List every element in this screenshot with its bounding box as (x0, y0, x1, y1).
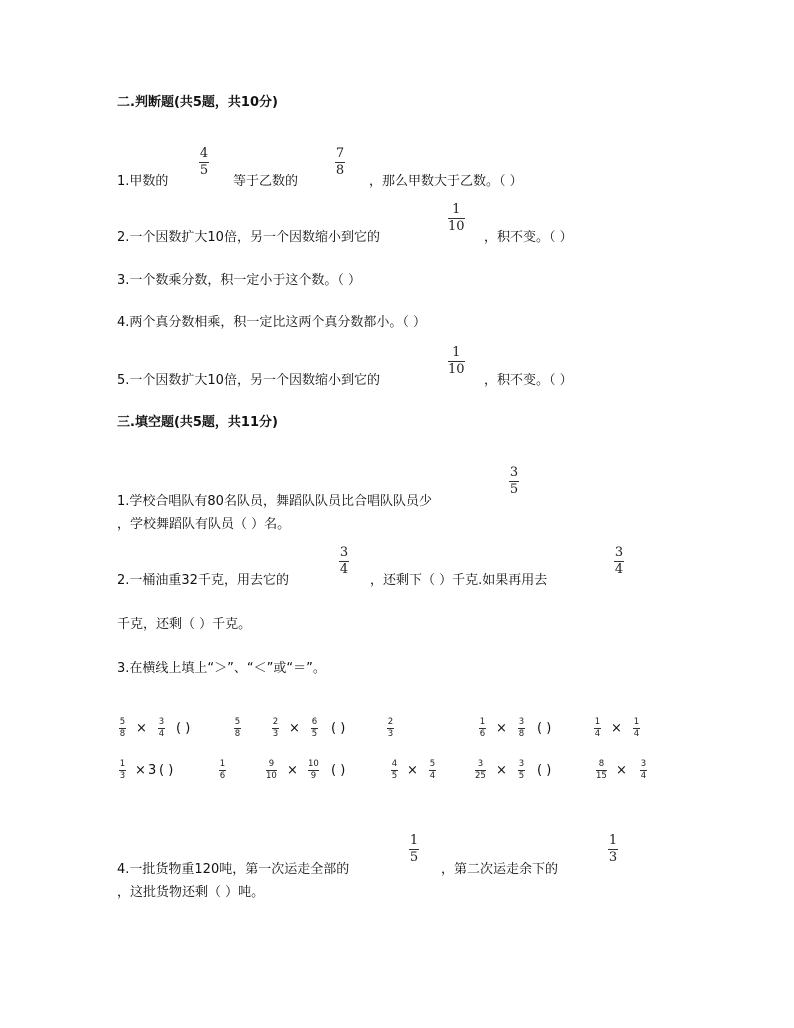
r1-times-a: × (136, 721, 147, 736)
q3-4-fraction-2: 1 3 (608, 833, 618, 865)
r1-frac-g: 1 6 (479, 717, 486, 739)
r1-frac-a: 5 8 (119, 717, 126, 739)
q3-1-text-b: ，学校舞蹈队有队员（ ）名。 (117, 517, 291, 532)
r1-blank-b[interactable]: ( ) (331, 721, 346, 736)
q3-1-text-a: 1.学校合唱队有80名队员，舞蹈队队员比合唱队队员少 (117, 494, 432, 509)
r1-times-b: × (289, 721, 300, 736)
q3-1-fraction: 3 5 (509, 465, 519, 497)
r1-times-d: × (611, 721, 622, 736)
q2-2-fraction: 1 10 (448, 202, 465, 234)
q2-1-fraction-1: 4 5 (199, 146, 209, 178)
q3-4-fraction-1: 1 5 (409, 833, 419, 865)
q2-1-text-c: ，那么甲数大于乙数。（ ） (369, 174, 523, 189)
q3-2-fraction-2: 3 4 (614, 545, 624, 577)
q3-2-text-a: 2.一桶油重32千克，用去它的 (117, 573, 289, 588)
section-3-heading: 三.填空题(共5题，共11分) (117, 415, 278, 430)
r2-frac-f: 5 4 (429, 759, 436, 781)
q3-4-text-b: ，第二次运走余下的 (441, 862, 559, 877)
r1-frac-c: 5 8 (234, 717, 241, 739)
q3-3-title: 3.在横线上填上“＞”、“＜”或“＝”。 (117, 661, 326, 676)
r2-frac-c: 9 10 (266, 759, 277, 781)
r2-blank-a[interactable]: ( ) (159, 763, 174, 778)
section-2-heading: 二.判断题(共5题，共10分) (117, 95, 278, 110)
q2-5-text-b: ，积不变。（ ） (484, 373, 573, 388)
r2-frac-b: 1 6 (219, 759, 226, 781)
r2-times-d: × (496, 763, 507, 778)
q2-4-text: 4.两个真分数相乘，积一定比这两个真分数都小。（ ） (117, 315, 427, 330)
r2-frac-e: 4 5 (391, 759, 398, 781)
r2-frac-g: 3 25 (475, 759, 486, 781)
r2-blank-c[interactable]: ( ) (537, 763, 552, 778)
r2-times-e: × (616, 763, 627, 778)
q2-5-text-a: 5.一个因数扩大10倍，另一个因数缩小到它的 (117, 373, 380, 388)
r2-times-c: × (407, 763, 418, 778)
q2-2-text-b: ，积不变。（ ） (484, 230, 573, 245)
r2-times-a: × (135, 763, 146, 778)
r2-frac-j: 3 4 (640, 759, 647, 781)
r2-blank-b[interactable]: ( ) (331, 763, 346, 778)
r1-frac-i: 1 4 (594, 717, 601, 739)
r1-blank-a[interactable]: ( ) (176, 721, 191, 736)
r1-frac-e: 6 5 (311, 717, 318, 739)
r1-frac-d: 2 3 (272, 717, 279, 739)
r2-times-b: × (287, 763, 298, 778)
q3-4-text-a: 4.一批货物重120吨，第一次运走全部的 (117, 862, 350, 877)
r1-blank-c[interactable]: ( ) (537, 721, 552, 736)
r1-frac-j: 1 4 (633, 717, 640, 739)
q3-2-fraction-1: 3 4 (339, 545, 349, 577)
r2-frac-h: 3 5 (518, 759, 525, 781)
r2-frac-i: 8 15 (596, 759, 607, 781)
r2-whole-number: 3 (148, 763, 157, 778)
q2-5-fraction: 1 10 (448, 345, 465, 377)
q3-2-text-c: 千克，还剩（ ）千克。 (117, 617, 252, 632)
r2-frac-d: 10 9 (308, 759, 319, 781)
q2-1-fraction-2: 7 8 (335, 146, 345, 178)
r2-frac-a: 1 3 (119, 759, 126, 781)
q2-2-text-a: 2.一个因数扩大10倍，另一个因数缩小到它的 (117, 230, 380, 245)
r1-frac-b: 3 4 (158, 717, 165, 739)
r1-times-c: × (496, 721, 507, 736)
r1-frac-f: 2 3 (387, 717, 394, 739)
q3-2-text-b: ，还剩下（ ）千克.如果再用去 (370, 573, 548, 588)
r1-frac-h: 3 8 (518, 717, 525, 739)
q2-1-text-b: 等于乙数的 (233, 174, 299, 189)
q2-3-text: 3.一个数乘分数，积一定小于这个数。（ ） (117, 273, 362, 288)
q2-1-text-a: 1.甲数的 (117, 174, 169, 189)
q3-4-text-c: ，这批货物还剩（ ）吨。 (117, 885, 265, 900)
